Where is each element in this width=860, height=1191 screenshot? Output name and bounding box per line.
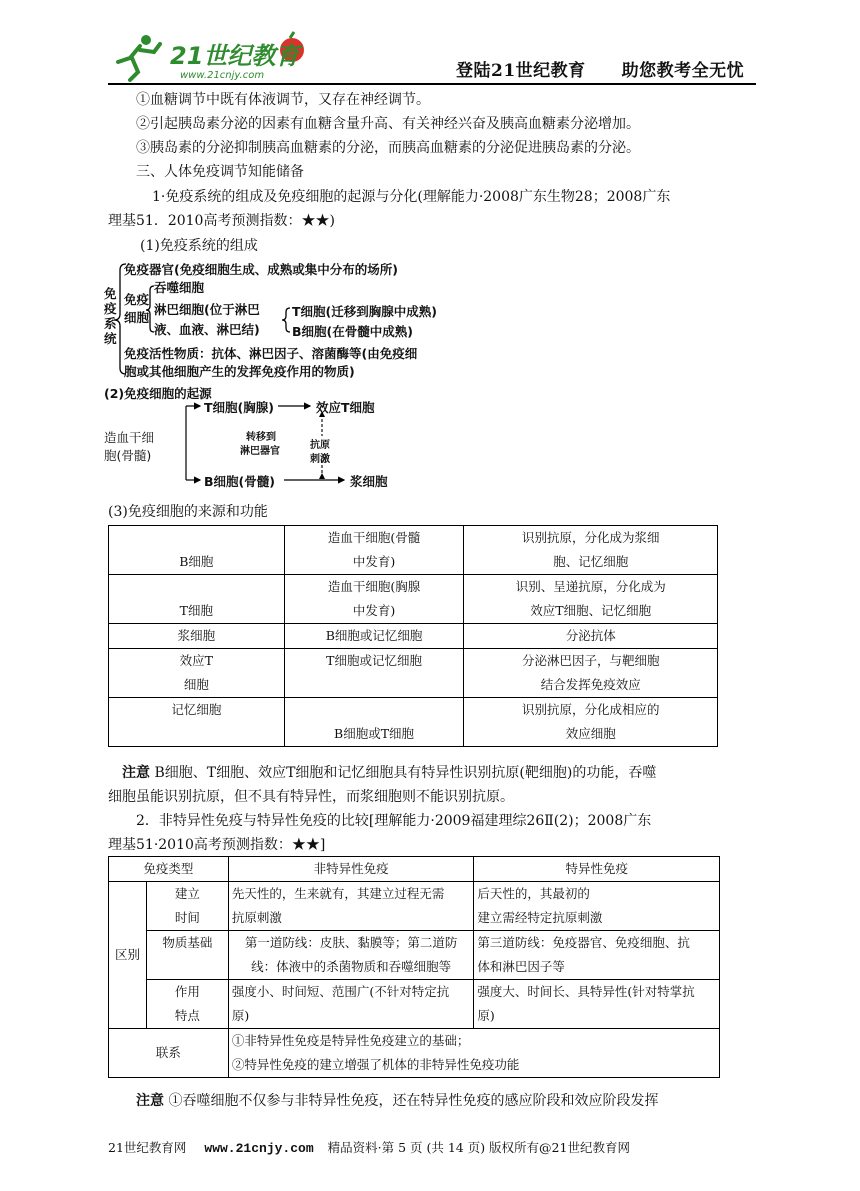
site-logo[interactable] — [110, 28, 320, 84]
origin-diagram-title: (2)免疫细胞的起源 — [104, 386, 212, 401]
table-cell: B细胞或T细胞 — [284, 698, 464, 747]
link-content-cell: ①非特异性免疫是特异性免疫建立的基础； ②特异性免疫的建立增强了机体的非特异性免疫功能 — [228, 1029, 719, 1078]
item-2-line: 2．非特异性免疫与特异性免疫的比较[理解能力·2009福建理综26Ⅱ(2)；2008广东 — [136, 813, 652, 829]
link-label-cell: 联系 — [109, 1029, 229, 1078]
footer-site: 21世纪教育网 — [108, 1140, 187, 1155]
paragraph-1: ①血糖调节中既有体液调节，又存在神经调节。 — [136, 92, 430, 108]
immune-cells-label-1: 免疫 — [124, 292, 150, 307]
subheading-1: (1)免疫系统的组成 — [140, 238, 258, 254]
note-2-line: 注意 ①吞噬细胞不仅参与非特异性免疫，还在特异性免疫的感应阶段和效应阶段发挥 — [136, 1093, 659, 1109]
item-1-line-a: 1·免疫系统的组成及免疫细胞的起源与分化(理解能力·2008广东生物28；2008广东 — [152, 189, 671, 205]
active-substance-text-1: 免疫活性物质：抗体、淋巴因子、溶菌酶等(由免疫细 — [124, 346, 418, 361]
logo-graphic — [110, 28, 320, 84]
header-divider — [108, 83, 756, 85]
table-cell: 强度小、时间短、范围广(不针对特定抗 原) — [228, 980, 474, 1029]
slogan-left: 登陆21世纪教育 — [456, 61, 586, 81]
immune-cells-label-2: 细胞 — [124, 310, 150, 325]
logo-text: 21世纪教育 — [170, 42, 300, 70]
logo-url: www.21cnjy.com — [180, 70, 265, 81]
table-cell: 第一道防线：皮肤、黏膜等；第二道防 线：体液中的杀菌物质和吞噬细胞等 — [228, 931, 474, 980]
table-row — [109, 1029, 720, 1078]
table-cell: 造血干细胞(胸腺 中发育) — [284, 575, 464, 624]
lymphocyte-text-2: 液、血液、淋巴结) — [154, 322, 260, 337]
table-cell: 效应T 细胞 — [109, 649, 285, 698]
note-1-line-a: 注意 B细胞、T细胞、效应T细胞和记忆细胞具有特异性识别抗原(靶细胞)的功能，吞噬 — [122, 765, 657, 781]
migrate-label-2: 淋巴器官 — [240, 446, 280, 457]
table-row — [109, 698, 718, 747]
table-cell: 造血干细胞(骨髓 中发育) — [284, 526, 464, 575]
table-cell: 强度大、时间长、具特异性(针对特掌抗 原) — [474, 980, 720, 1029]
origin-plasma-cell: 浆细胞 — [350, 474, 388, 489]
active-substance-text-2: 胞或其他细胞产生的发挥免疫作用的物质) — [124, 364, 355, 379]
origin-effector-t: 效应T细胞 — [316, 400, 375, 415]
table-cell: 第三道防线：免疫器官、免疫细胞、抗 体和淋巴因子等 — [474, 931, 720, 980]
b-cell-text: B细胞(在骨髓中成熟) — [292, 324, 413, 339]
antigen-label-2: 刺激 — [310, 454, 330, 465]
lymphocyte-text-1: 淋巴细胞(位于淋巴 — [154, 302, 260, 317]
group-label-cell: 区别 — [109, 882, 147, 1029]
item-2-line-b: 理基51·2010高考预测指数：★★] — [108, 837, 326, 853]
immunity-comparison-table — [108, 856, 720, 1078]
origin-source-1: 造血干细 — [104, 430, 155, 445]
table-header-row — [109, 857, 720, 882]
slogan-right: 助您教考全无忧 — [621, 61, 745, 81]
table-cell: 建立 时间 — [146, 882, 228, 931]
immune-cell-table — [108, 525, 718, 747]
table-row — [109, 980, 720, 1029]
note-1-line-b: 细胞虽能识别抗原，但不具有特异性，而浆细胞则不能识别抗原。 — [108, 789, 514, 805]
paragraph-3: ③胰岛素的分泌抑制胰高血糖素的分泌，而胰高血糖素的分泌促进胰岛素的分泌。 — [136, 140, 640, 156]
item-1-line-b: 理基51．2010高考预测指数：★★) — [108, 213, 335, 229]
table-row — [109, 624, 718, 649]
phagocyte-text: 吞噬细胞 — [154, 280, 205, 295]
table-cell: 分泌抗体 — [464, 624, 718, 649]
origin-source-2: 胞(骨髓) — [104, 448, 152, 463]
origin-t-cell: T细胞(胸腺) — [204, 400, 274, 415]
immune-system-diagram — [104, 258, 474, 382]
table-cell: B细胞 — [109, 526, 285, 575]
immune-cell-origin-diagram — [104, 384, 424, 496]
table-cell: 分泌淋巴因子，与靶细胞 结合发挥免疫效应 — [464, 649, 718, 698]
header-slogan — [456, 56, 744, 81]
table-row — [109, 882, 720, 931]
immune-organ-text: 免疫器官(免疫细胞生成、成熟或集中分布的场所) — [124, 262, 398, 277]
footer-url-link[interactable]: www.21cnjy.com — [204, 1141, 314, 1156]
table-cell: 后天性的，其最初的 建立需经特定抗原刺激 — [474, 882, 720, 931]
table-cell: T细胞 — [109, 575, 285, 624]
migrate-label-1: 转移到 — [246, 432, 276, 443]
header-cell: 非特异性免疫 — [228, 857, 474, 882]
table-cell: 浆细胞 — [109, 624, 285, 649]
table-cell: 先天性的，生来就有，其建立过程无需 抗原刺激 — [228, 882, 474, 931]
header-cell: 特异性免疫 — [474, 857, 720, 882]
table-cell: T细胞或记忆细胞 — [284, 649, 464, 698]
note-2-label: 注意 — [136, 1093, 164, 1109]
table-cell: 识别抗原，分化成相应的 效应细胞 — [464, 698, 718, 747]
subheading-3: (3)免疫细胞的来源和功能 — [108, 504, 268, 520]
diagram-root-label: 免疫系统 — [104, 286, 117, 346]
table-cell: 作用 特点 — [146, 980, 228, 1029]
origin-b-cell: B细胞(骨髓) — [204, 474, 275, 489]
table-cell: 识别、呈递抗原，分化成为 效应T细胞、记忆细胞 — [464, 575, 718, 624]
table-row — [109, 931, 720, 980]
paragraph-2: ②引起胰岛素分泌的因素有血糖含量升高、有关神经兴奋及胰高血糖素分泌增加。 — [136, 116, 640, 132]
t-cell-text: T细胞(迁移到胸腺中成熟) — [292, 304, 437, 319]
section-heading-3: 三、人体免疫调节知能储备 — [136, 164, 304, 180]
header-cell: 免疫类型 — [109, 857, 229, 882]
table-cell: 记忆细胞 — [109, 698, 285, 747]
footer-info: 精品资料·第 5 页 (共 14 页) 版权所有@21世纪教育网 — [327, 1140, 630, 1155]
table-row — [109, 649, 718, 698]
table-cell: 物质基础 — [146, 931, 228, 980]
table-cell: B细胞或记忆细胞 — [284, 624, 464, 649]
page-footer — [108, 1138, 630, 1156]
table-row — [109, 526, 718, 575]
antigen-label-1: 抗原 — [310, 440, 330, 451]
table-row — [109, 575, 718, 624]
table-cell: 识别抗原，分化成为浆细 胞、记忆细胞 — [464, 526, 718, 575]
note-1-label: 注意 — [122, 765, 150, 781]
